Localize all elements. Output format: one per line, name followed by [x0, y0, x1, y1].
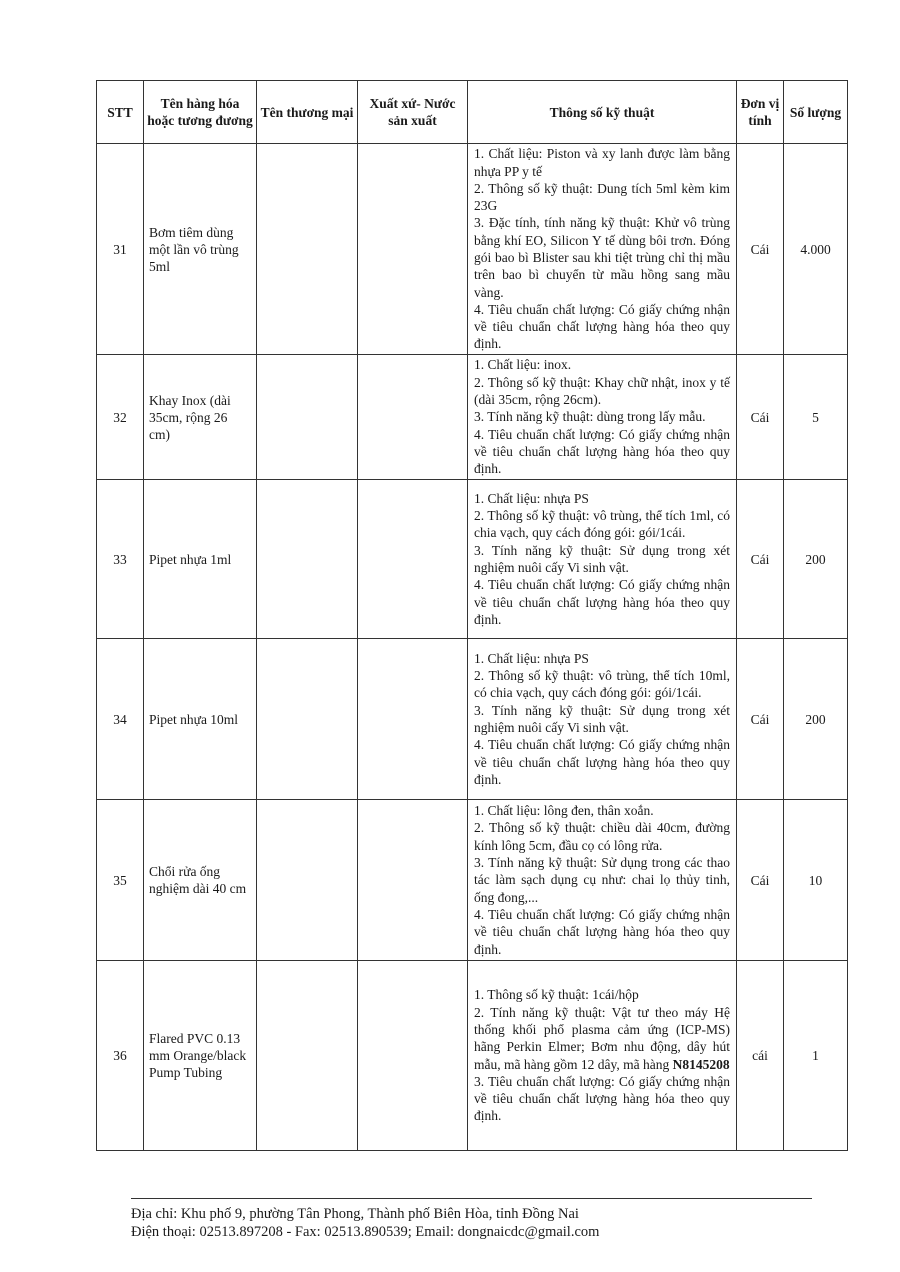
spec-line: 4. Tiêu chuẩn chất lượng: Có giấy chứng nhận về tiêu chuẩn chất lượng hàng hóa theo quy định.: [474, 301, 730, 352]
spec-line: 4. Tiêu chuẩn chất lượng: Có giấy chứng nhận về tiêu chuẩn chất lượng hàng hóa theo quy định.: [474, 426, 730, 477]
row-unit: Cái: [737, 800, 784, 961]
footer-address: Địa chỉ: Khu phố 9, phường Tân Phong, Thành phố Biên Hòa, tỉnh Đồng Nai: [131, 1206, 579, 1222]
row-stt: 33: [97, 480, 144, 639]
product-code: N8145208: [672, 1056, 730, 1072]
header-stt: STT: [97, 81, 144, 144]
table-row: [97, 961, 848, 1151]
spec-line: 2. Thông số kỹ thuật: chiều dài 40cm, đường kính lông 5cm, đầu cọ có lông rửa.: [474, 820, 730, 853]
spec-line: 1. Chất liệu: Piston và xy lanh được làm bằng nhựa PP y tế: [474, 146, 730, 179]
row-trade-name: [257, 144, 358, 355]
spec-line: 3. Tính năng kỹ thuật: dùng trong lấy mẫu.: [474, 409, 706, 425]
row-stt: 31: [97, 144, 144, 355]
row-name: Khay Inox (dài 35cm, rộng 26 cm): [144, 355, 257, 480]
row-quantity: 200: [784, 639, 848, 800]
header-trade-name: Tên thương mại: [257, 81, 358, 144]
spec-line: 1. Chất liệu: inox.: [474, 357, 572, 373]
row-unit: Cái: [737, 639, 784, 800]
header-name: Tên hàng hóa hoặc tương đương: [144, 81, 257, 144]
row-unit: Cái: [737, 355, 784, 480]
table-row: [97, 639, 848, 800]
spec-line: 4. Tiêu chuẩn chất lượng: Có giấy chứng nhận về tiêu chuẩn chất lượng hàng hóa theo quy định.: [474, 577, 730, 627]
footer-contact: Điện thoại: 02513.897208 - Fax: 02513.890539; Email: dongnaicdc@gmail.com: [131, 1224, 600, 1240]
row-quantity: 10: [784, 800, 848, 961]
header-unit: Đơn vị tính: [737, 81, 784, 144]
row-quantity: 5: [784, 355, 848, 480]
row-quantity: 1: [784, 961, 848, 1151]
row-name: Bơm tiêm dùng một lần vô trùng 5ml: [144, 144, 257, 355]
table-row: [97, 144, 848, 355]
row-trade-name: [257, 961, 358, 1151]
row-quantity: 200: [784, 480, 848, 639]
row-trade-name: [257, 480, 358, 639]
row-spec: [468, 480, 737, 639]
row-quantity: 4.000: [784, 144, 848, 355]
spec-line: 3. Tính năng kỹ thuật: Sử dụng trong các thao tác làm sạch dụng cụ như: chai lọ thủy tinh, ống đong,...: [474, 855, 730, 905]
row-origin: [358, 144, 468, 355]
header-spec: Thông số kỹ thuật: [468, 81, 737, 144]
table-row: [97, 480, 848, 639]
spec-line: 3. Tính năng kỹ thuật: Sử dụng trong xét nghiệm nuôi cấy Vi sinh vật.: [474, 542, 730, 575]
row-origin: [358, 800, 468, 961]
row-trade-name: [257, 800, 358, 961]
row-origin: [358, 961, 468, 1151]
row-origin: [358, 480, 468, 639]
row-stt: 36: [97, 961, 144, 1151]
row-trade-name: [257, 639, 358, 800]
row-unit: Cái: [737, 144, 784, 355]
table-row: [97, 800, 848, 961]
header-origin: Xuất xứ- Nước sản xuất: [358, 81, 468, 144]
table-header-row: [97, 81, 848, 144]
spec-line-text: 2. Tính năng kỹ thuật: Vật tư theo máy Hệ thống khối phổ plasma cảm ứng (ICP-MS) hãng Perkin Elmer; Bơm nhu động, dây hút mẫu, mã hàng gồm 12 dây, mã hàng: [474, 1004, 730, 1072]
spec-line: 4. Tiêu chuẩn chất lượng: Có giấy chứng nhận về tiêu chuẩn chất lượng hàng hóa theo quy định.: [474, 737, 730, 787]
table-row: [97, 355, 848, 480]
row-spec: [468, 144, 737, 355]
spec-line: 1. Chất liệu: lông đen, thân xoắn.: [474, 803, 654, 819]
page-footer: [131, 1198, 812, 1241]
spec-line: 2. Thông số kỹ thuật: vô trùng, thể tích 1ml, có chia vạch, quy cách đóng gói: gói/1cái.: [474, 508, 730, 541]
row-spec: [468, 639, 737, 800]
spec-line: 1. Chất liệu: nhựa PS: [474, 490, 589, 506]
spec-line: 1. Chất liệu: nhựa PS: [474, 650, 589, 666]
spec-line: 2. Thông số kỹ thuật: vô trùng, thể tích 10ml, có chia vạch, quy cách đóng gói: gói/1cái.: [474, 668, 730, 701]
spec-line: 1. Thông số kỹ thuật: 1cái/hộp: [474, 987, 639, 1003]
row-unit: cái: [737, 961, 784, 1151]
spec-line: [474, 1004, 730, 1073]
header-quantity: Số lượng: [784, 81, 848, 144]
spec-line: 3. Tiêu chuẩn chất lượng: Có giấy chứng nhận về tiêu chuẩn chất lượng hàng hóa theo quy định.: [474, 1073, 730, 1124]
spec-line: 3. Tính năng kỹ thuật: Sử dụng trong xét nghiệm nuôi cấy Vi sinh vật.: [474, 702, 730, 735]
row-stt: 32: [97, 355, 144, 480]
row-stt: 34: [97, 639, 144, 800]
row-spec: [468, 800, 737, 961]
row-origin: [358, 639, 468, 800]
spec-line: 4. Tiêu chuẩn chất lượng: Có giấy chứng nhận về tiêu chuẩn chất lượng hàng hóa theo quy định.: [474, 906, 730, 957]
row-stt: 35: [97, 800, 144, 961]
row-name: Flared PVC 0.13 mm Orange/black Pump Tubing: [144, 961, 257, 1151]
row-name: Pipet nhựa 10ml: [144, 639, 257, 800]
row-name: Chổi rửa ống nghiệm dài 40 cm: [144, 800, 257, 961]
row-spec: [468, 961, 737, 1151]
spec-line: 3. Đặc tính, tính năng kỹ thuật: Khử vô trùng bằng khí EO, Silicon Y tế dùng bôi trơn. Đóng gói bao bì Blister sau khi tiệt trùng chỉ thị mầu trên bao bì chuyển từ mầu hồng sang mầu vàng.: [474, 215, 730, 300]
goods-table: [96, 80, 848, 1151]
row-origin: [358, 355, 468, 480]
row-spec: [468, 355, 737, 480]
row-trade-name: [257, 355, 358, 480]
spec-line: 2. Thông số kỹ thuật: Khay chữ nhật, inox y tế (dài 35cm, rộng 26cm).: [474, 374, 730, 408]
spec-line: 2. Thông số kỹ thuật: Dung tích 5ml kèm kim 23G: [474, 180, 730, 214]
row-name: Pipet nhựa 1ml: [144, 480, 257, 639]
row-unit: Cái: [737, 480, 784, 639]
